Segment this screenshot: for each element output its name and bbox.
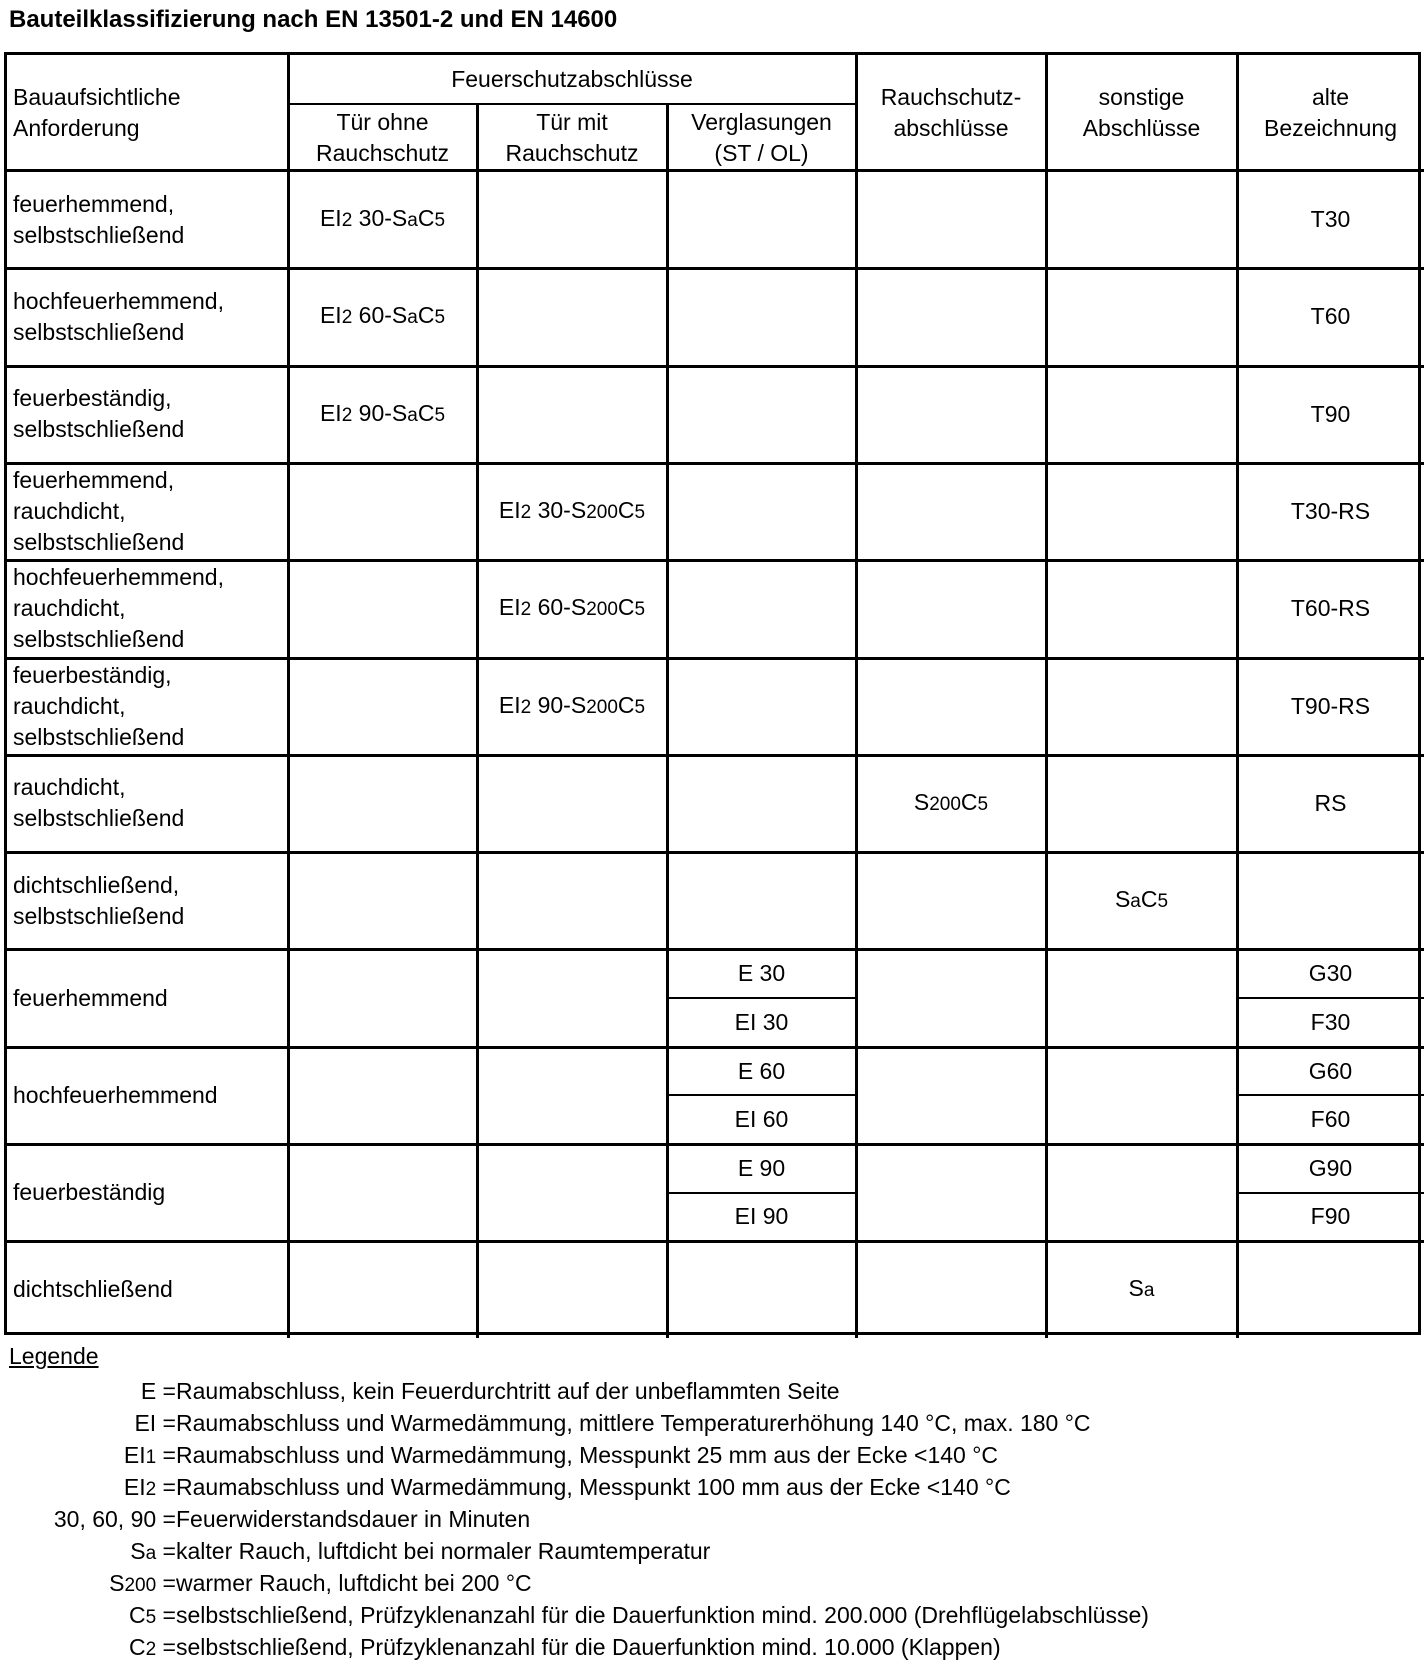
row-5-tuer-ohne	[288, 658, 477, 755]
row-8-vergl-ei-text: EI 30	[734, 1008, 789, 1035]
row-1-tuer-ohne	[288, 268, 477, 365]
row-10-anforderung-text: feuerbeständig	[13, 1179, 166, 1206]
classification-table	[4, 52, 1421, 1335]
legend-text: Raumabschluss, kein Feuerdurchtritt auf der unbeflammten Seite	[176, 1378, 840, 1404]
legend-key: E =	[140, 1378, 176, 1404]
row-1-alt-text: T60	[1310, 303, 1351, 330]
row-8-sonstige	[1046, 949, 1237, 1046]
row-9-sonstige	[1046, 1047, 1237, 1144]
row-line	[7, 948, 1424, 951]
row-7-anforderung-text: dichtschließend, selbstschließend	[13, 871, 185, 929]
row-1-tuer-mit	[477, 268, 667, 365]
row-1-anforderung	[7, 268, 288, 365]
row-9-vergl-e-text: E 60	[737, 1057, 786, 1084]
row-0-tuer-ohne	[288, 171, 477, 268]
row-6-rauchschutz	[856, 755, 1046, 852]
row-9-anforderung-text: hochfeuerhemmend	[13, 1081, 218, 1108]
row-5-vergl	[667, 658, 856, 755]
row-3-anforderung	[7, 463, 288, 560]
row-6-tuer-mit	[477, 755, 667, 852]
row-9-alt-g-text: G60	[1308, 1057, 1353, 1084]
row-line	[7, 851, 1424, 854]
row-8-vergl-e-text: E 30	[737, 960, 786, 987]
row-9-vergl-ei-text: EI 60	[734, 1106, 789, 1133]
header-sonstige-text: sonstige Abschlüsse	[1082, 84, 1201, 141]
legend-text: selbstschließend, Prüfzyklenanzahl für die Dauerfunktion mind. 10.000 (Klappen)	[176, 1634, 1001, 1660]
row-4-tuer-mit	[477, 560, 667, 657]
row-6-anforderung-text: rauchdicht, selbstschließend	[13, 774, 185, 832]
header-anforderung-text: Bauaufsichtliche Anforderung	[13, 84, 181, 141]
legend-text: kalter Rauch, luftdicht bei normaler Raumtemperatur	[176, 1538, 711, 1564]
row-2-tuer-mit	[477, 366, 667, 463]
row-split-line	[1237, 1192, 1424, 1194]
header-feuerschutz	[288, 55, 856, 104]
row-10-anforderung	[7, 1144, 288, 1241]
row-4-tuer-ohne	[288, 560, 477, 657]
header-tuer-mit	[477, 104, 667, 171]
legend-key: EI =	[134, 1410, 176, 1436]
legend-text: selbstschließend, Prüfzyklenanzahl für die Dauerfunktion mind. 200.000 (Drehflügelabschlüsse)	[176, 1602, 1149, 1628]
row-0-tuer-ohne-text: EI2 30-SaC5	[319, 205, 446, 232]
header-rauchschutz-text: Rauchschutz- abschlüsse	[880, 84, 1022, 141]
row-10-vergl-e	[667, 1144, 856, 1193]
row-8-tuer-mit	[477, 949, 667, 1046]
row-11-sonstige	[1046, 1241, 1237, 1338]
row-10-alt-f	[1237, 1193, 1424, 1242]
row-10-tuer-ohne	[288, 1144, 477, 1241]
row-3-anforderung-text: feuerhemmend, rauchdicht, selbstschließend	[13, 467, 185, 556]
header-alte-text: alte Bezeichnung	[1264, 84, 1397, 141]
row-split-line	[667, 997, 856, 999]
row-3-rauchschutz	[856, 463, 1046, 560]
row-7-rauchschutz	[856, 852, 1046, 949]
header-tuer-ohne-text: Tür ohne Rauchschutz	[316, 108, 449, 166]
row-0-anforderung-text: feuerhemmend, selbstschließend	[13, 190, 185, 248]
row-11-tuer-ohne	[288, 1241, 477, 1338]
row-11-anforderung-text: dichtschließend	[13, 1276, 173, 1303]
legend-item	[0, 1471, 1427, 1503]
header-feuerschutz-text: Feuerschutzabschlüsse	[451, 66, 693, 92]
header-anforderung	[7, 55, 288, 171]
row-8-anforderung	[7, 949, 288, 1046]
row-9-anforderung	[7, 1047, 288, 1144]
legend-title: Legende	[9, 1343, 99, 1369]
row-10-vergl-ei	[667, 1193, 856, 1242]
legend-text: Raumabschluss und Warmedämmung, Messpunkt 25 mm aus der Ecke <140 °C	[176, 1442, 999, 1468]
row-10-tuer-mit	[477, 1144, 667, 1241]
row-7-sonstige-text: SaC5	[1114, 886, 1169, 913]
row-0-rauchschutz	[856, 171, 1046, 268]
row-5-alt	[1237, 658, 1424, 755]
row-1-rauchschutz	[856, 268, 1046, 365]
legend-text: warmer Rauch, luftdicht bei 200 °C	[176, 1570, 532, 1596]
legend-key: 30, 60, 90 =	[53, 1506, 176, 1532]
legend-key: EI1 =	[123, 1442, 176, 1468]
row-5-anforderung-text: feuerbeständig, rauchdicht, selbstschließend	[13, 661, 185, 750]
row-4-alt-text: T60-RS	[1290, 595, 1371, 622]
row-10-alt-g	[1237, 1144, 1424, 1193]
row-10-alt-g-text: G90	[1308, 1154, 1353, 1181]
row-line	[7, 1240, 1424, 1243]
legend-key: C5 =	[128, 1602, 176, 1628]
row-3-tuer-ohne	[288, 463, 477, 560]
header-verglasungen	[667, 104, 856, 171]
row-line	[7, 1046, 1424, 1049]
row-5-anforderung	[7, 658, 288, 755]
header-tuer-ohne	[288, 104, 477, 171]
row-2-vergl	[667, 366, 856, 463]
legend-item	[0, 1439, 1427, 1471]
row-1-sonstige	[1046, 268, 1237, 365]
row-9-tuer-mit	[477, 1047, 667, 1144]
row-1-alt	[1237, 268, 1424, 365]
row-line	[7, 1143, 1424, 1146]
row-11-rauchschutz	[856, 1241, 1046, 1338]
row-11-anforderung	[7, 1241, 288, 1338]
row-5-alt-text: T90-RS	[1290, 692, 1371, 719]
row-5-rauchschutz	[856, 658, 1046, 755]
header-rauchschutz	[856, 55, 1046, 171]
row-8-vergl-ei	[667, 998, 856, 1047]
row-0-vergl	[667, 171, 856, 268]
row-7-tuer-ohne	[288, 852, 477, 949]
row-8-tuer-ohne	[288, 949, 477, 1046]
row-split-line	[1237, 997, 1424, 999]
row-5-sonstige	[1046, 658, 1237, 755]
row-6-anforderung	[7, 755, 288, 852]
row-8-alt-f	[1237, 998, 1424, 1047]
legend-item	[0, 1375, 1427, 1407]
row-10-sonstige	[1046, 1144, 1237, 1241]
row-3-tuer-mit	[477, 463, 667, 560]
row-3-sonstige	[1046, 463, 1237, 560]
legend-item	[0, 1535, 1427, 1567]
row-0-anforderung	[7, 171, 288, 268]
row-4-anforderung-text: hochfeuerhemmend, rauchdicht, selbstschließend	[13, 564, 224, 653]
row-11-alt	[1237, 1241, 1424, 1338]
row-10-alt-f-text: F90	[1310, 1203, 1351, 1230]
row-9-vergl-e	[667, 1047, 856, 1096]
row-2-rauchschutz	[856, 366, 1046, 463]
row-8-alt-f-text: F30	[1310, 1008, 1351, 1035]
row-2-anforderung-text: feuerbeständig, selbstschließend	[13, 385, 185, 443]
row-8-alt-g-text: G30	[1308, 960, 1353, 987]
row-2-tuer-ohne	[288, 366, 477, 463]
row-7-sonstige	[1046, 852, 1237, 949]
row-4-rauchschutz	[856, 560, 1046, 657]
legend-text: Feuerwiderstandsdauer in Minuten	[176, 1506, 531, 1532]
row-3-vergl	[667, 463, 856, 560]
column-line	[287, 55, 290, 1338]
row-9-rauchschutz	[856, 1047, 1046, 1144]
row-split-line	[667, 1094, 856, 1096]
row-line	[7, 754, 1424, 757]
row-11-sonstige-text: Sa	[1128, 1275, 1155, 1302]
legend-item	[0, 1407, 1427, 1439]
row-11-tuer-mit	[477, 1241, 667, 1338]
legend-item	[0, 1599, 1427, 1631]
column-line	[476, 104, 479, 1338]
row-split-line	[1237, 1094, 1424, 1096]
row-5-tuer-mit	[477, 658, 667, 755]
row-10-vergl-ei-text: EI 90	[734, 1203, 789, 1230]
header-sub-line	[288, 103, 856, 105]
row-6-sonstige	[1046, 755, 1237, 852]
row-0-alt	[1237, 171, 1424, 268]
row-8-alt-g	[1237, 949, 1424, 998]
row-2-sonstige	[1046, 366, 1237, 463]
row-2-anforderung	[7, 366, 288, 463]
row-8-rauchschutz	[856, 949, 1046, 1046]
legend-key: C2 =	[128, 1634, 176, 1660]
row-line	[7, 559, 1424, 562]
row-7-anforderung	[7, 852, 288, 949]
row-11-vergl	[667, 1241, 856, 1338]
row-split-line	[667, 1192, 856, 1194]
row-10-vergl-e-text: E 90	[737, 1154, 786, 1181]
legend-key: EI2 =	[123, 1474, 176, 1500]
row-8-vergl-e	[667, 949, 856, 998]
page-title: Bauteilklassifizierung nach EN 13501-2 und EN 14600	[9, 6, 618, 33]
row-0-sonstige	[1046, 171, 1237, 268]
row-line	[7, 365, 1424, 368]
row-7-tuer-mit	[477, 852, 667, 949]
row-6-alt-text: RS	[1314, 789, 1347, 816]
row-0-tuer-mit	[477, 171, 667, 268]
row-7-vergl	[667, 852, 856, 949]
row-1-tuer-ohne-text: EI2 60-SaC5	[319, 302, 446, 329]
legend-text: Raumabschluss und Warmedämmung, Messpunkt 100 mm aus der Ecke <140 °C	[176, 1474, 1011, 1500]
legend-item	[0, 1631, 1427, 1663]
row-9-vergl-ei	[667, 1095, 856, 1144]
row-9-alt-g	[1237, 1047, 1424, 1096]
row-1-vergl	[667, 268, 856, 365]
row-9-alt-f	[1237, 1095, 1424, 1144]
row-line	[7, 657, 1424, 660]
row-7-alt	[1237, 852, 1424, 949]
legend-text: Raumabschluss und Warmedämmung, mittlere Temperaturerhöhung 140 °C, max. 180 °C	[176, 1410, 1091, 1436]
row-10-rauchschutz	[856, 1144, 1046, 1241]
row-9-alt-f-text: F60	[1310, 1106, 1351, 1133]
row-3-alt-text: T30-RS	[1290, 498, 1371, 525]
row-4-anforderung	[7, 560, 288, 657]
row-2-alt	[1237, 366, 1424, 463]
row-3-tuer-mit-text: EI2 30-S200C5	[498, 497, 646, 524]
column-line	[855, 55, 858, 1338]
row-line	[7, 267, 1424, 270]
column-line	[666, 104, 669, 1338]
row-2-tuer-ohne-text: EI2 90-SaC5	[319, 399, 446, 426]
legend-item	[0, 1503, 1427, 1535]
row-2-alt-text: T90	[1310, 400, 1351, 427]
row-8-anforderung-text: feuerhemmend	[13, 984, 168, 1011]
row-6-tuer-ohne	[288, 755, 477, 852]
row-line	[7, 462, 1424, 465]
row-9-tuer-ohne	[288, 1047, 477, 1144]
row-3-alt	[1237, 463, 1424, 560]
row-4-sonstige	[1046, 560, 1237, 657]
row-4-tuer-mit-text: EI2 60-S200C5	[498, 594, 646, 621]
row-0-alt-text: T30	[1310, 206, 1351, 233]
row-4-alt	[1237, 560, 1424, 657]
column-line	[1045, 55, 1048, 1338]
column-line	[1236, 55, 1239, 1338]
row-6-vergl	[667, 755, 856, 852]
header-alte	[1237, 55, 1424, 171]
legend-key: S200 =	[109, 1570, 176, 1596]
row-6-alt	[1237, 755, 1424, 852]
header-verglasungen-text: Verglasungen (ST / OL)	[691, 108, 832, 166]
row-5-tuer-mit-text: EI2 90-S200C5	[498, 691, 646, 718]
row-4-vergl	[667, 560, 856, 657]
legend-key: Sa =	[130, 1538, 176, 1564]
legend-item	[0, 1567, 1427, 1599]
row-6-rauchschutz-text: S200C5	[913, 788, 989, 815]
row-1-anforderung-text: hochfeuerhemmend, selbstschließend	[13, 287, 224, 345]
header-tuer-mit-text: Tür mit Rauchschutz	[505, 108, 639, 166]
header-sonstige	[1046, 55, 1237, 171]
